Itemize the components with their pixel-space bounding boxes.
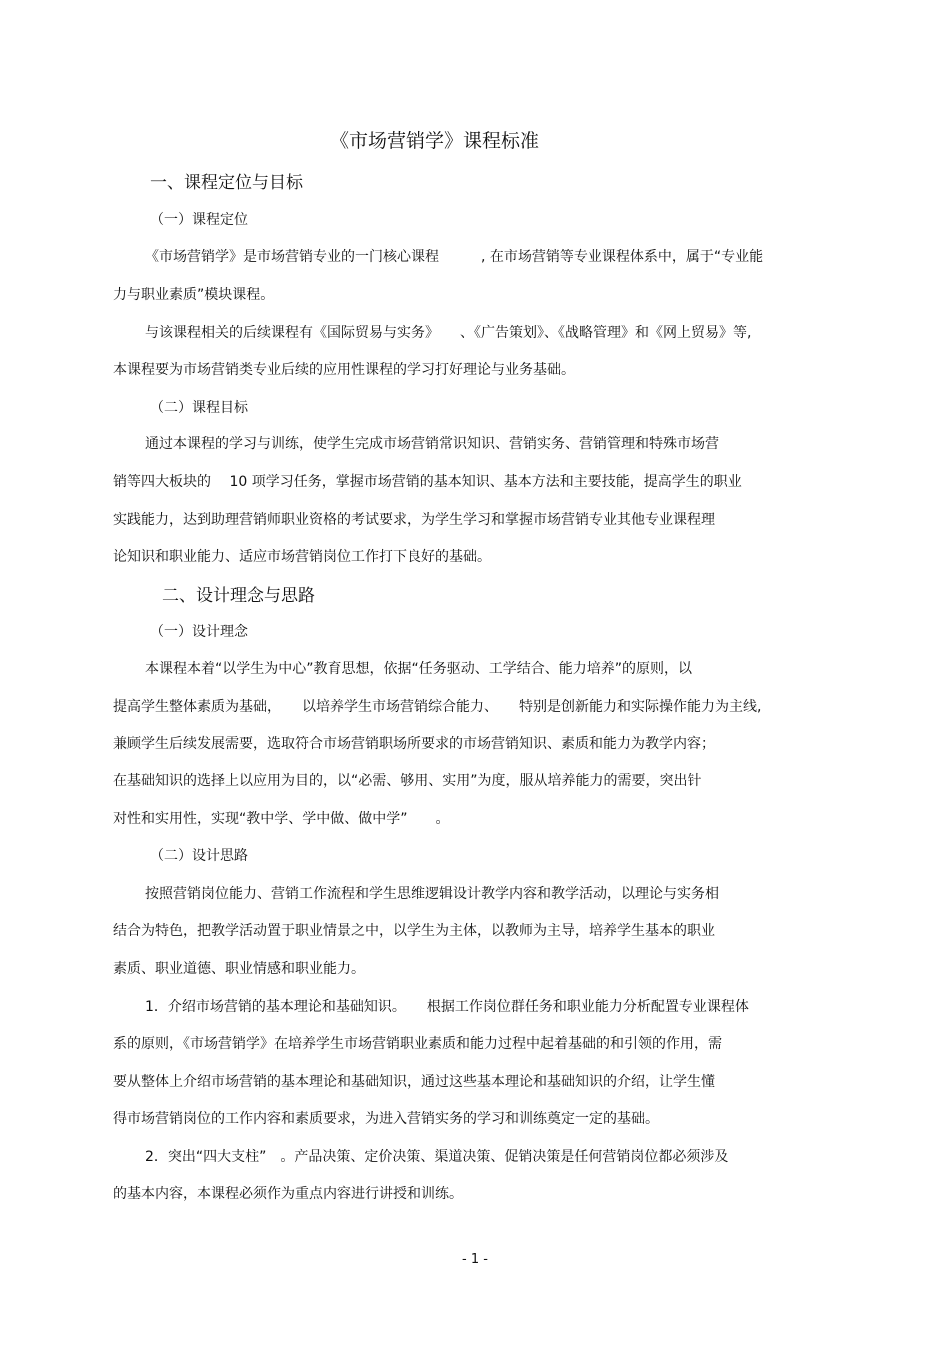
paragraph-line: 与该课程相关的后续课程有《国际贸易与实务》 、《广告策划》、《战略管理》和《网上贸易》等, <box>145 325 752 341</box>
subsection-heading-concept: （一）设计理念 <box>150 624 248 640</box>
paragraph-line: 通过本课程的学习与训练，使学生完成市场营销常识知识、营销实务、营销管理和特殊市场营 <box>145 436 719 452</box>
paragraph-line: 素质、职业道德、职业情感和职业能力。 <box>113 961 365 977</box>
paragraph-line: 《市场营销学》是市场营销专业的一门核心课程 , 在市场营销等专业课程体系中，属于“专业能 <box>145 249 764 265</box>
paragraph-line: 兼顾学生后续发展需要，选取符合市场营销职场所要求的市场营销知识、素质和能力为教学内容； <box>113 736 715 752</box>
section-heading-2: 二、设计理念与思路 <box>162 586 315 606</box>
paragraph-line: 的基本内容，本课程必须作为重点内容进行讲授和训练。 <box>113 1186 463 1202</box>
paragraph-line: 在基础知识的选择上以应用为目的，以“必需、够用、实用”为度，服从培养能力的需要，突出针 <box>113 773 702 789</box>
paragraph-line: 力与职业素质”模块课程。 <box>113 287 275 303</box>
document-title: 《市场营销学》课程标准 <box>330 130 540 152</box>
subsection-heading-positioning: （一）课程定位 <box>150 212 248 228</box>
paragraph-line: 实践能力，达到助理营销师职业资格的考试要求，为学生学习和掌握市场营销专业其他专业课程理 <box>113 512 715 528</box>
paragraph-line: 对性和实用性，实现“教中学、学中做、做中学” 。 <box>113 811 450 827</box>
paragraph-line: 要从整体上介绍市场营销的基本理论和基础知识，通过这些基本理论和基础知识的介绍，让学生懂 <box>113 1074 715 1090</box>
paragraph-line: 论知识和职业能力、适应市场营销岗位工作打下良好的基础。 <box>113 549 491 565</box>
paragraph-line: 按照营销岗位能力、营销工作流程和学生思维逻辑设计教学内容和教学活动，以理论与实务相 <box>145 886 719 902</box>
section-heading-1: 一、课程定位与目标 <box>150 173 303 193</box>
paragraph-line: 本课程要为市场营销类专业后续的应用性课程的学习打好理论与业务基础。 <box>113 362 575 378</box>
paragraph-line: 1．介绍市场营销的基本理论和基础知识。 根据工作岗位群任务和职业能力分析配置专业课程体 <box>145 999 749 1015</box>
paragraph-line: 2．突出“四大支柱” 。产品决策、定价决策、渠道决策、促销决策是任何营销岗位都必须涉及 <box>145 1149 729 1165</box>
subsection-heading-objectives: （二）课程目标 <box>150 400 248 416</box>
page-number: - 1 - <box>462 1252 488 1267</box>
paragraph-line: 本课程本着“以学生为中心”教育思想，依据“任务驱动、工学结合、能力培养”的原则，以 <box>145 661 693 677</box>
subsection-heading-approach: （二）设计思路 <box>150 848 248 864</box>
paragraph-line: 系的原则，《市场营销学》在培养学生市场营销职业素质和能力过程中起着基础的和引领的作用，需 <box>113 1036 722 1052</box>
paragraph-line: 提高学生整体素质为基础， 以培养学生市场营销综合能力、 特别是创新能力和实际操作能力为主线, <box>113 699 762 715</box>
paragraph-line: 销等四大板块的 10 项学习任务，掌握市场营销的基本知识、基本方法和主要技能，提高学生的职业 <box>113 474 742 490</box>
paragraph-line: 得市场营销岗位的工作内容和素质要求，为进入营销实务的学习和训练奠定一定的基础。 <box>113 1111 659 1127</box>
paragraph-line: 结合为特色，把教学活动置于职业情景之中，以学生为主体，以教师为主导，培养学生基本的职业 <box>113 923 715 939</box>
